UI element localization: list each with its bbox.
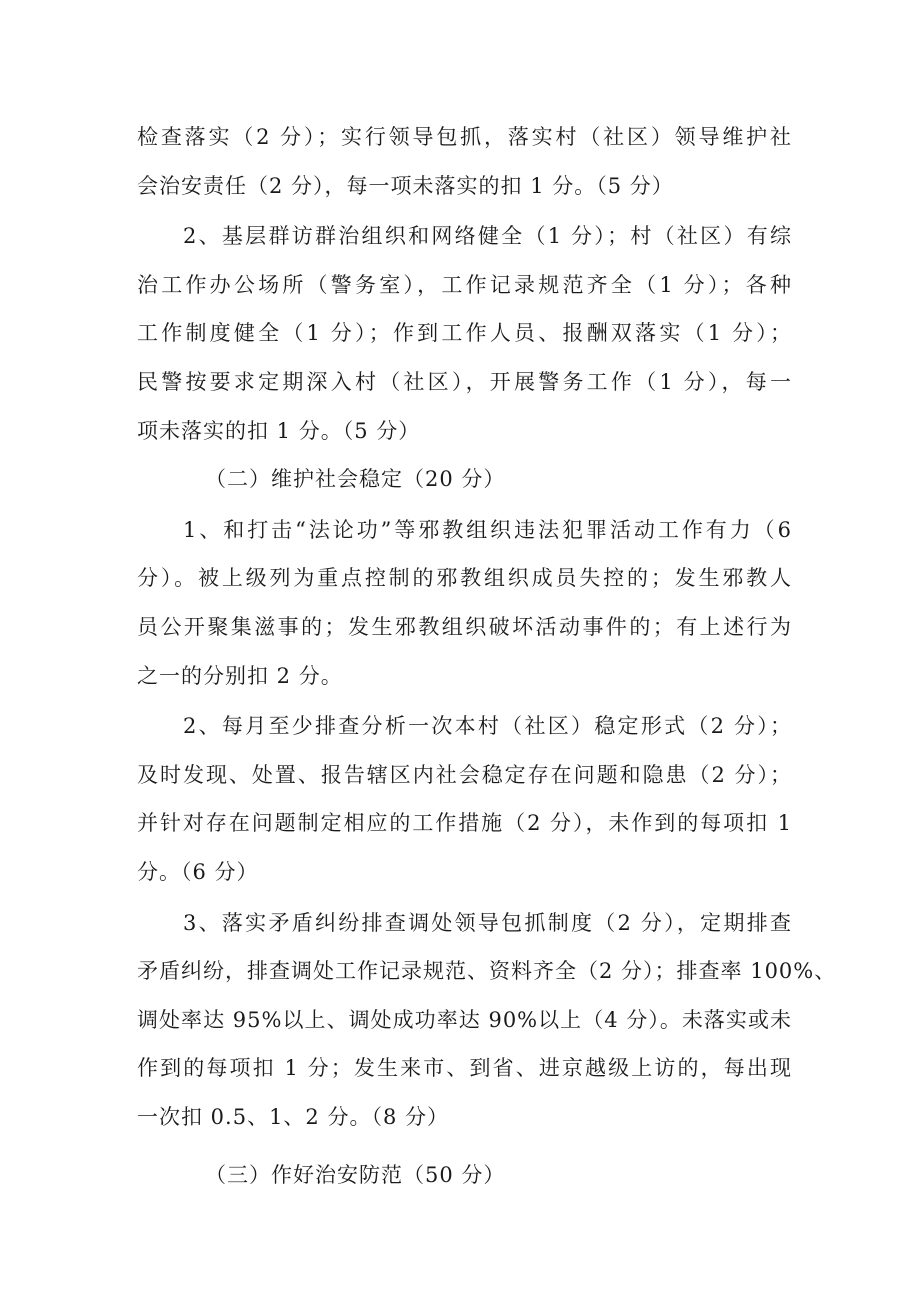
paragraph-item-2 (137, 212, 792, 455)
text-line: 及时发现、处置、报告辖区内社会稳定存在问题和隐患（2 分）； (137, 762, 792, 787)
text-line: 工作制度健全（1 分）；作到工作人员、报酬双落实（1 分）； (137, 321, 792, 346)
section-heading: （三）作好治安防范（50 分） (205, 1163, 506, 1188)
text-line: 一次扣 0.5、1、2 分。（8 分） (137, 1104, 450, 1129)
paragraph-item-3 (137, 899, 837, 1142)
paragraph-continuation (137, 113, 792, 210)
text-line: 1、和打击“法论功”等邪教组织违法犯罪活动工作有力（6 (183, 517, 792, 542)
text-line: 之一的分别扣 2 分。 (137, 663, 343, 688)
text-line: 矛盾纠纷，排查调处工作记录规范、资料齐全（2 分）；排查率 100%、 (137, 959, 837, 984)
section-heading-3 (137, 1151, 792, 1200)
text-line: 2、基层群访群治组织和网络健全（1 分）；村（社区）有综 (183, 224, 792, 249)
section-heading-2 (137, 455, 792, 504)
paragraph-item-1 (137, 506, 792, 700)
document-body (137, 113, 837, 1200)
text-line: 2、每月至少排查分析一次本村（社区）稳定形式（2 分）； (183, 714, 792, 739)
text-line: 检查落实（2 分）；实行领导包抓，落实村（社区）领导维护社 (137, 125, 792, 149)
text-line: 调处率达 95%以上、调处成功率达 90%以上（4 分）。未落实或未 (137, 1007, 792, 1032)
text-line: 员公开聚集滋事的；发生邪教组织破坏活动事件的；有上述行为 (137, 614, 792, 639)
text-line: 作到的每项扣 1 分；发生来市、到省、进京越级上访的，每出现 (137, 1056, 792, 1081)
text-line: 并针对存在问题制定相应的工作措施（2 分），未作到的每项扣 1 (137, 811, 792, 836)
section-heading: （二）维护社会稳定（20 分） (205, 467, 506, 492)
text-line: 3、落实矛盾纠纷排查调处领导包抓制度（2 分），定期排查 (183, 910, 792, 935)
text-line: 分。（6 分） (137, 859, 259, 884)
text-line: 会治安责任（2 分），每一项未落实的扣 1 分。（5 分） (137, 173, 674, 198)
text-line: 民警按要求定期深入村（社区），开展警务工作（1 分），每一 (137, 369, 792, 394)
text-line: 分）。被上级列为重点控制的邪教组织成员失控的；发生邪教人 (137, 566, 792, 591)
paragraph-item-2b (137, 702, 792, 896)
text-line: 项未落实的扣 1 分。（5 分） (137, 418, 421, 443)
text-line: 治工作办公场所（警务室），工作记录规范齐全（1 分）；各种 (137, 272, 792, 297)
